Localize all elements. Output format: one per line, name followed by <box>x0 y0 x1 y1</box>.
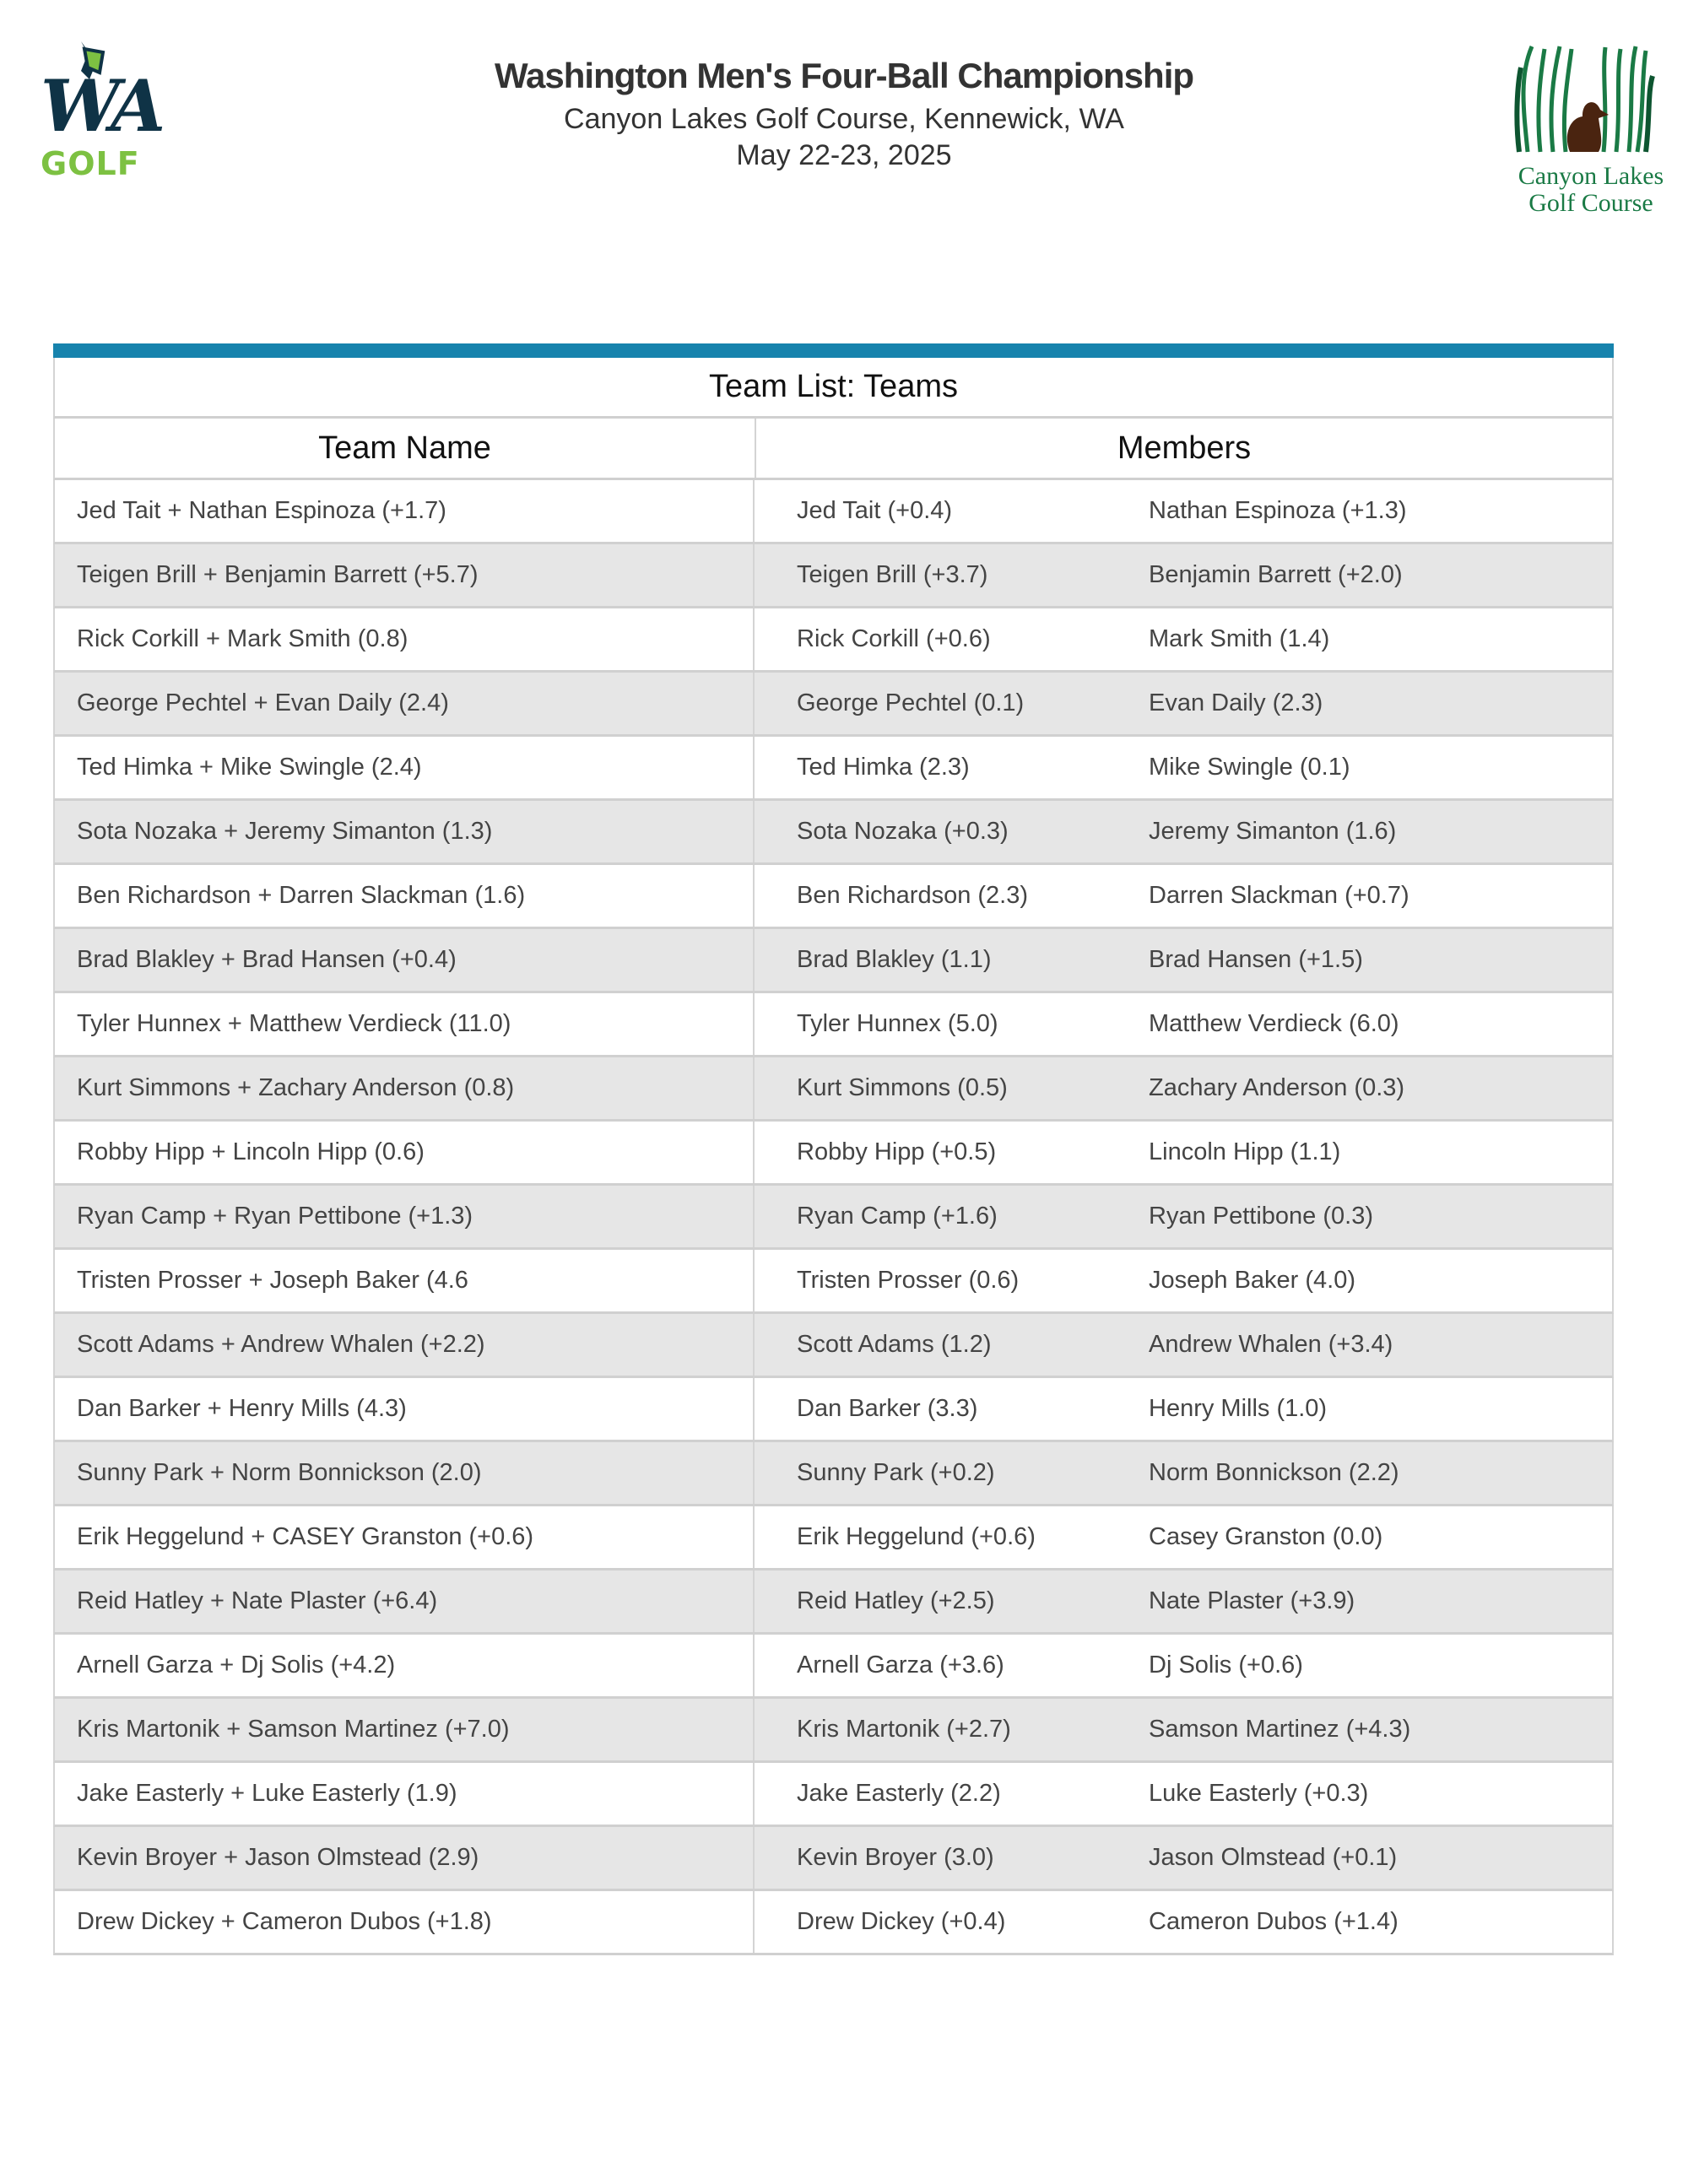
table-row <box>53 1891 1614 1955</box>
member-1-cell: Ryan Camp (+1.6) <box>797 1203 998 1230</box>
team-name-cell: Ted Himka + Mike Swingle (2.4) <box>55 737 755 798</box>
table-row <box>53 1442 1614 1506</box>
member-2-cell: Mike Swingle (0.1) <box>1149 754 1350 781</box>
team-name-cell: George Pechtel + Evan Daily (2.4) <box>55 673 755 734</box>
member-2-cell: Cameron Dubos (+1.4) <box>1149 1908 1399 1935</box>
event-dates: May 22-23, 2025 <box>736 139 952 171</box>
member-2-cell: Henry Mills (1.0) <box>1149 1395 1328 1422</box>
table-row <box>53 608 1614 673</box>
member-2-cell: Jason Olmstead (+0.1) <box>1149 1844 1398 1871</box>
member-1-cell: Sota Nozaka (+0.3) <box>797 818 1009 845</box>
team-name-cell: Tristen Prosser + Joseph Baker (4.6 <box>55 1250 755 1311</box>
member-1-cell: Ben Richardson (2.3) <box>797 882 1029 909</box>
team-name-cell: Sunny Park + Norm Bonnickson (2.0) <box>55 1442 755 1504</box>
table-row <box>53 737 1614 801</box>
member-2-cell: Luke Easterly (+0.3) <box>1149 1780 1369 1807</box>
member-1-cell: George Pechtel (0.1) <box>797 689 1025 716</box>
team-name-cell: Reid Hatley + Nate Plaster (+6.4) <box>55 1570 755 1632</box>
table-row <box>53 1570 1614 1635</box>
member-2-cell: Lincoln Hipp (1.1) <box>1149 1138 1341 1165</box>
table-row <box>53 1763 1614 1827</box>
team-list-table <box>53 343 1614 1955</box>
member-2-cell: Joseph Baker (4.0) <box>1149 1267 1356 1294</box>
svg-text:Golf Course: Golf Course <box>1528 189 1653 217</box>
member-1-cell: Robby Hipp (+0.5) <box>797 1138 997 1165</box>
wa-golf-logo-text: WA GOLF <box>41 64 161 182</box>
member-1-cell: Ted Himka (2.3) <box>797 754 970 781</box>
team-name-cell: Scott Adams + Andrew Whalen (+2.2) <box>55 1314 755 1376</box>
team-name-cell: Teigen Brill + Benjamin Barrett (+5.7) <box>55 544 755 606</box>
member-1-cell: Scott Adams (1.2) <box>797 1331 992 1358</box>
member-1-cell: Rick Corkill (+0.6) <box>797 625 991 652</box>
table-row <box>53 1186 1614 1250</box>
member-2-cell: Nathan Espinoza (+1.3) <box>1149 497 1407 524</box>
team-name-cell: Rick Corkill + Mark Smith (0.8) <box>55 608 755 670</box>
team-name-cell: Drew Dickey + Cameron Dubos (+1.8) <box>55 1891 755 1953</box>
member-1-cell: Tyler Hunnex (5.0) <box>797 1010 998 1037</box>
member-2-cell: Jeremy Simanton (1.6) <box>1149 818 1397 845</box>
member-1-cell: Erik Heggelund (+0.6) <box>797 1523 1036 1550</box>
member-1-cell: Arnell Garza (+3.6) <box>797 1652 1004 1679</box>
table-row <box>53 1635 1614 1699</box>
team-name-cell: Ben Richardson + Darren Slackman (1.6) <box>55 865 755 927</box>
member-1-cell: Tristen Prosser (0.6) <box>797 1267 1020 1294</box>
member-1-cell: Kris Martonik (+2.7) <box>797 1716 1011 1743</box>
table-title: Team List: Teams <box>53 358 1614 419</box>
table-row <box>53 801 1614 865</box>
event-title: Washington Men's Four-Ball Championship <box>494 56 1194 95</box>
table-row <box>53 1122 1614 1186</box>
table-header-row <box>53 419 1614 480</box>
team-name-cell: Kris Martonik + Samson Martinez (+7.0) <box>55 1699 755 1760</box>
member-1-cell: Jake Easterly (2.2) <box>797 1780 1001 1807</box>
svg-text:Canyon Lakes: Canyon Lakes <box>1518 162 1664 190</box>
member-2-cell: Matthew Verdieck (6.0) <box>1149 1010 1399 1037</box>
table-row <box>53 1827 1614 1891</box>
team-name-cell: Robby Hipp + Lincoln Hipp (0.6) <box>55 1122 755 1183</box>
member-2-cell: Mark Smith (1.4) <box>1149 625 1330 652</box>
member-2-cell: Nate Plaster (+3.9) <box>1149 1587 1355 1614</box>
table-row <box>53 993 1614 1057</box>
table-row <box>53 929 1614 993</box>
member-1-cell: Dan Barker (3.3) <box>797 1395 978 1422</box>
member-2-cell: Dj Solis (+0.6) <box>1149 1652 1303 1679</box>
member-1-cell: Reid Hatley (+2.5) <box>797 1587 995 1614</box>
member-2-cell: Brad Hansen (+1.5) <box>1149 946 1363 973</box>
team-name-cell: Erik Heggelund + CASEY Granston (+0.6) <box>55 1506 755 1568</box>
member-2-cell: Zachary Anderson (0.3) <box>1149 1074 1405 1101</box>
member-2-cell: Casey Granston (0.0) <box>1149 1523 1383 1550</box>
member-2-cell: Samson Martinez (+4.3) <box>1149 1716 1411 1743</box>
member-2-cell: Evan Daily (2.3) <box>1149 689 1323 716</box>
canyon-lakes-logo <box>1511 42 1671 219</box>
member-1-cell: Kevin Broyer (3.0) <box>797 1844 994 1871</box>
team-name-cell: Arnell Garza + Dj Solis (+4.2) <box>55 1635 755 1696</box>
member-1-cell: Jed Tait (+0.4) <box>797 497 953 524</box>
table-accent-bar <box>53 343 1614 358</box>
team-name-cell: Kurt Simmons + Zachary Anderson (0.8) <box>55 1057 755 1119</box>
member-1-cell: Kurt Simmons (0.5) <box>797 1074 1008 1101</box>
team-name-cell: Sota Nozaka + Jeremy Simanton (1.3) <box>55 801 755 862</box>
table-row <box>53 1506 1614 1570</box>
member-1-cell: Brad Blakley (1.1) <box>797 946 992 973</box>
team-name-cell: Brad Blakley + Brad Hansen (+0.4) <box>55 929 755 991</box>
table-body <box>53 480 1614 1955</box>
column-header-members: Members <box>1117 430 1252 466</box>
team-name-cell: Tyler Hunnex + Matthew Verdieck (11.0) <box>55 993 755 1055</box>
member-2-cell: Darren Slackman (+0.7) <box>1149 882 1409 909</box>
team-name-cell: Kevin Broyer + Jason Olmstead (2.9) <box>55 1827 755 1889</box>
table-row <box>53 1699 1614 1763</box>
table-row <box>53 544 1614 608</box>
column-header-team-name: Team Name <box>55 419 756 478</box>
table-row <box>53 480 1614 544</box>
table-row <box>53 865 1614 929</box>
team-name-cell: Jed Tait + Nathan Espinoza (+1.7) <box>55 480 755 542</box>
event-course: Canyon Lakes Golf Course, Kennewick, WA <box>564 103 1124 135</box>
table-row <box>53 673 1614 737</box>
team-name-cell: Ryan Camp + Ryan Pettibone (+1.3) <box>55 1186 755 1247</box>
member-1-cell: Sunny Park (+0.2) <box>797 1459 995 1486</box>
member-1-cell: Drew Dickey (+0.4) <box>797 1908 1006 1935</box>
table-row <box>53 1378 1614 1442</box>
table-row <box>53 1057 1614 1122</box>
table-row <box>53 1314 1614 1378</box>
member-2-cell: Andrew Whalen (+3.4) <box>1149 1331 1393 1358</box>
member-2-cell: Ryan Pettibone (0.3) <box>1149 1203 1373 1230</box>
team-name-cell: Dan Barker + Henry Mills (4.3) <box>55 1378 755 1440</box>
team-name-cell: Jake Easterly + Luke Easterly (1.9) <box>55 1763 755 1825</box>
member-2-cell: Norm Bonnickson (2.2) <box>1149 1459 1399 1486</box>
table-row <box>53 1250 1614 1314</box>
member-2-cell: Benjamin Barrett (+2.0) <box>1149 561 1403 588</box>
member-1-cell: Teigen Brill (+3.7) <box>797 561 988 588</box>
